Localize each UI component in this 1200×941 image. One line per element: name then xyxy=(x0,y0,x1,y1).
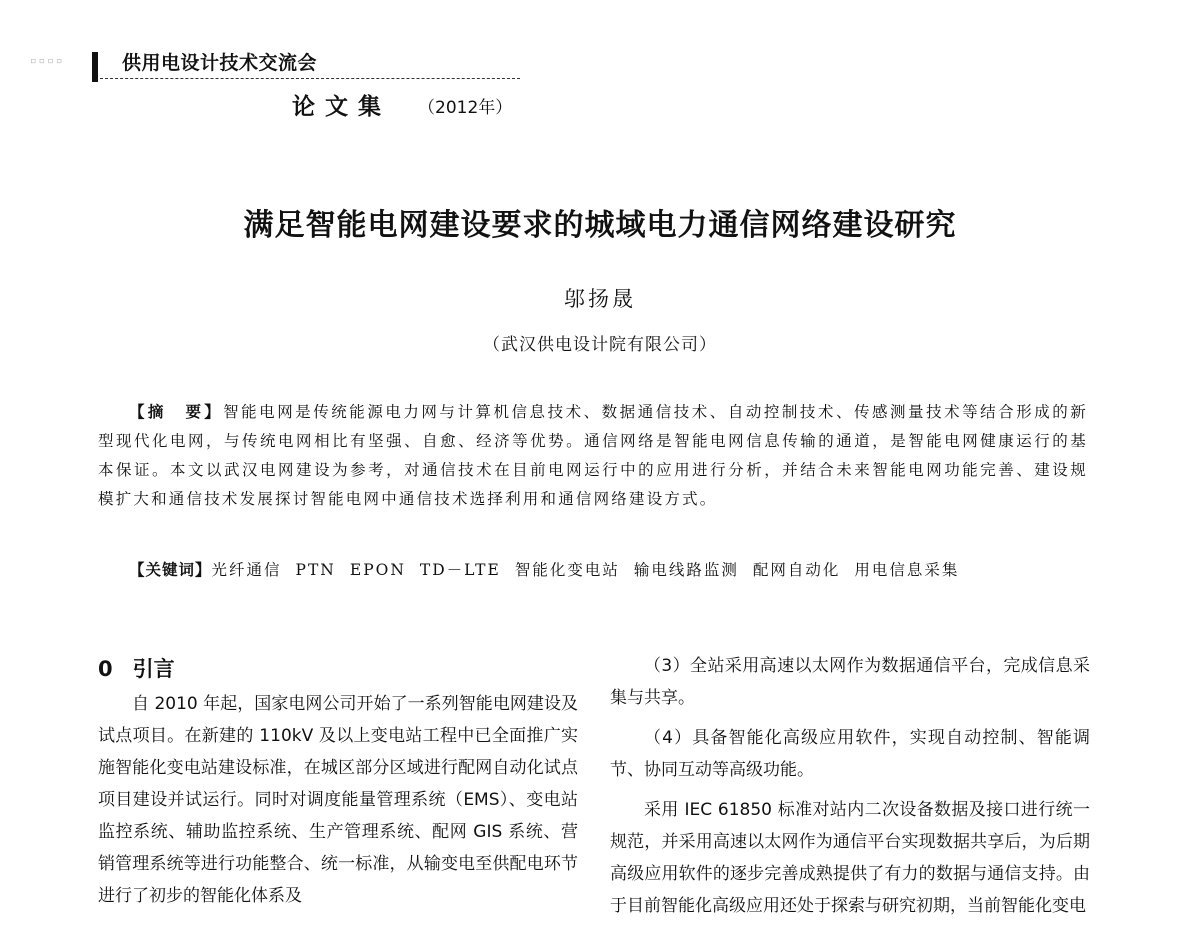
keyword: TD－LTE xyxy=(419,561,501,579)
keyword: 智能化变电站 xyxy=(514,561,620,579)
abstract-text: 智能电网是传统能源电力网与计算机信息技术、数据通信技术、自动控制技术、传感测量技术等结合形成的新型现代化电网，与传统电网相比有坚强、自愈、经济等优势。通信网络是智能电网信息传输的通道，是智能电网健康运行的基本保证。本文以武汉电网建设为参考，对通信技术在目前电网运行中的应用进行分析，并结合未来智能电网功能完善、建设规模扩大和通信技术发展探讨智能电网中通信技术选择利用和通信网络建设方式。 xyxy=(98,403,1088,508)
conference-name: 供用电设计技术交流会 xyxy=(122,52,318,74)
abstract xyxy=(98,398,1088,514)
keyword: PTN xyxy=(295,561,336,579)
section-number: 0 xyxy=(98,657,113,681)
list-item-4: （4）具备智能化高级应用软件，实现自动控制、智能调节、协同互动等高级功能。 xyxy=(610,728,1090,780)
header-bar xyxy=(92,52,98,82)
section-title: 引言 xyxy=(132,657,175,681)
section-heading xyxy=(98,652,578,686)
keyword: 光纤通信 xyxy=(211,561,282,579)
paper-title: 满足智能电网建设要求的城域电力通信网络建设研究 xyxy=(243,208,957,243)
keyword: 配网自动化 xyxy=(752,561,841,579)
keywords-label: 【关键词】 xyxy=(129,561,212,579)
body-paragraph: 采用 IEC 61850 标准对站内二次设备数据及接口进行统一规范，并采用高速以太网作为通信平台实现数据共享后，为后期高级应用软件的逐步完善成熟提供了有力的数据与通信支持。由于目前智能化高级应用还处于探索与研究初期，当前智能化变电 xyxy=(610,800,1090,916)
abstract-label: 【摘 要】 xyxy=(129,403,224,421)
author-name: 邬扬晟 xyxy=(564,287,636,311)
collection-year: （2012年） xyxy=(418,98,513,118)
keyword: 输电线路监测 xyxy=(633,561,739,579)
list-item-3: （3）全站采用高速以太网作为数据通信平台，完成信息采集与共享。 xyxy=(610,656,1090,708)
keywords xyxy=(98,555,1088,585)
keyword: 用电信息采集 xyxy=(854,561,960,579)
body-right-column xyxy=(610,650,1090,922)
collection-title: 论文集 xyxy=(292,93,391,120)
header-divider xyxy=(100,78,520,79)
body-left-column xyxy=(98,652,578,912)
keyword: EPON xyxy=(349,561,406,579)
scan-noise-mark: ▫▫▫▫ xyxy=(30,54,65,67)
author-affiliation: （武汉供电设计院有限公司） xyxy=(483,335,717,355)
body-paragraph: 自 2010 年起，国家电网公司开始了一系列智能电网建设及试点项目。在新建的 110kV 及以上变电站工程中已全面推广实施智能化变电站建设标准，在城区部分区域进行配网自动化试点项目建设并试运行。同时对调度能量管理系统（EMS）、变电站监控系统、辅助监控系统、生产管理系统、配网 GIS 系统、营销管理系统等进行功能整合、统一标准，从输变电至供配电环节进行了初步的智能化体系及 xyxy=(98,694,578,906)
